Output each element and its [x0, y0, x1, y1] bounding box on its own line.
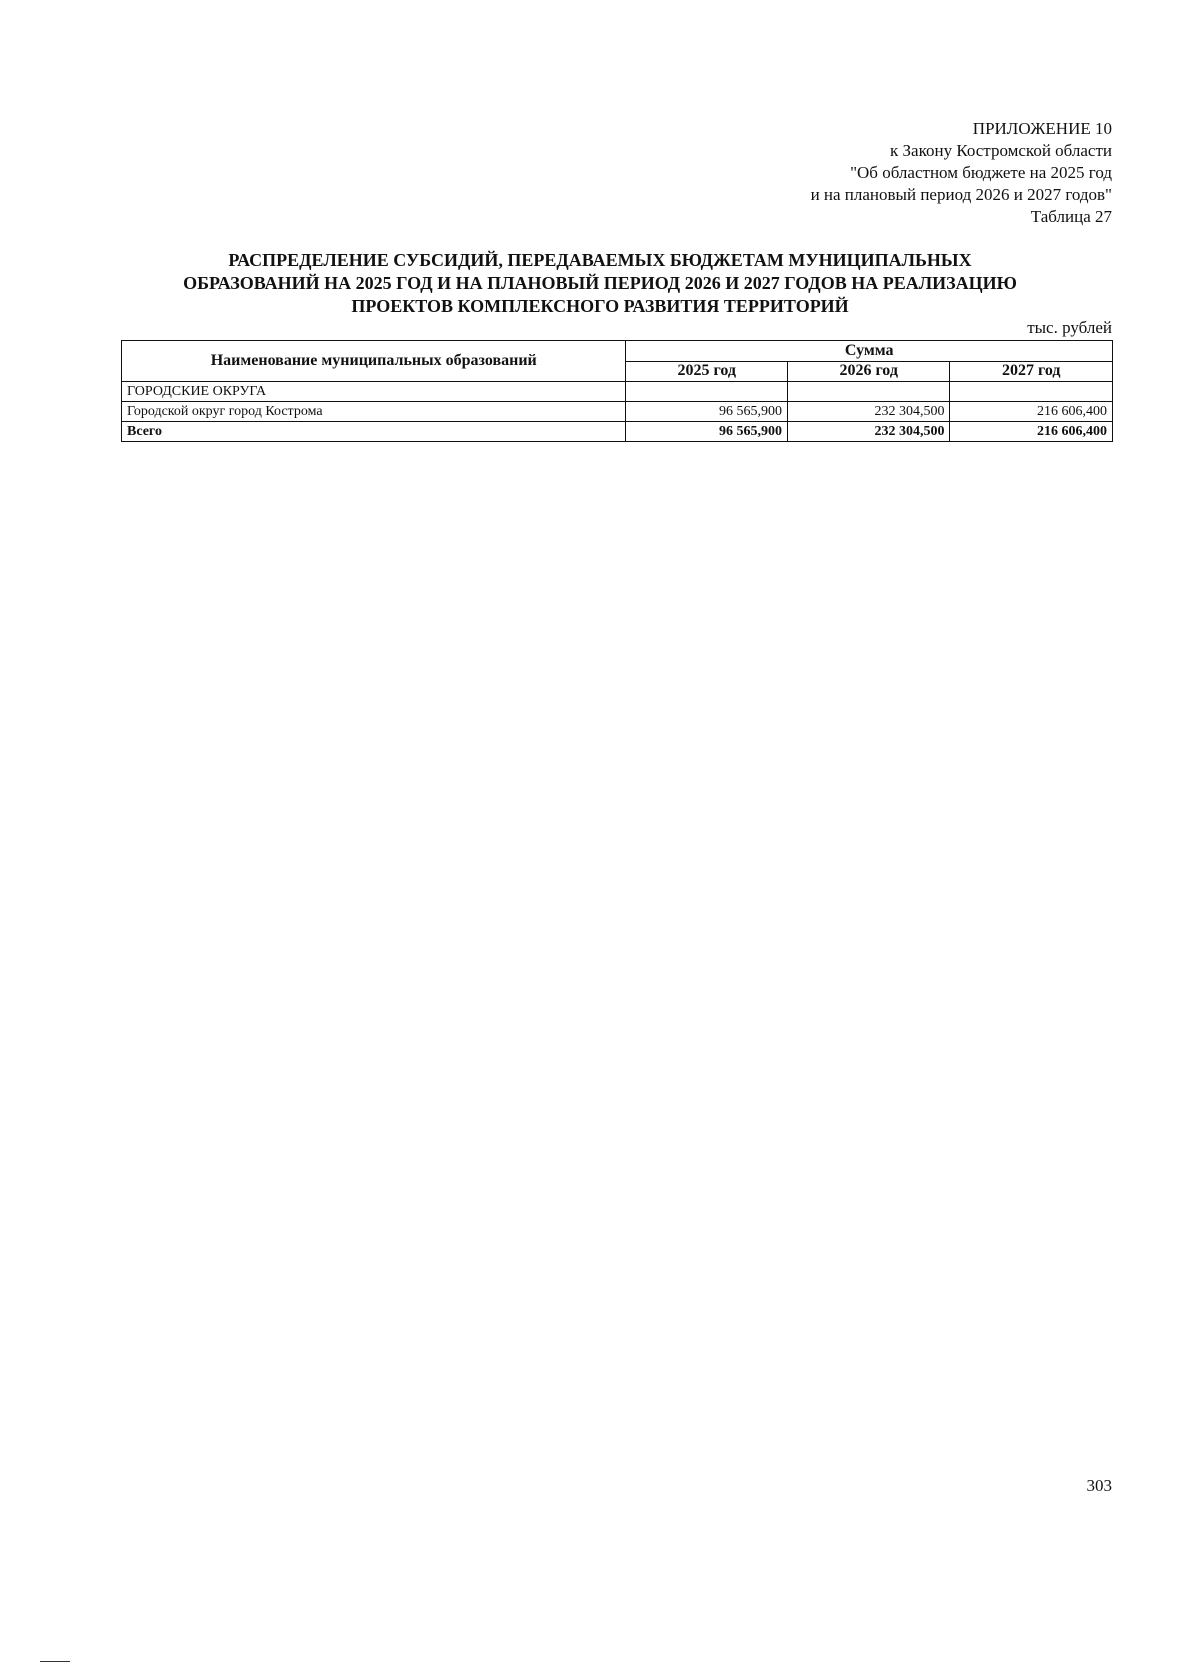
section-cell-empty	[787, 382, 950, 402]
header-year-2027: 2027 год	[950, 361, 1113, 382]
header-sum: Сумма	[626, 341, 1113, 362]
appendix-law-title-1: "Об областном бюджете на 2025 год	[850, 163, 1112, 182]
section-cell-empty	[950, 382, 1113, 402]
appendix-header	[811, 118, 1112, 228]
subsidy-table	[121, 340, 1113, 442]
appendix-law-title-2: и на плановый период 2026 и 2027 годов"	[810, 185, 1112, 204]
title-line-1: РАСПРЕДЕЛЕНИЕ СУБСИДИЙ, ПЕРЕДАВАЕМЫХ БЮДЖЕТАМ МУНИЦИПАЛЬНЫХ	[228, 250, 972, 270]
total-value-2025: 96 565,900	[626, 422, 787, 442]
table-number: Таблица 27	[1030, 207, 1112, 226]
total-value-2026: 232 304,500	[787, 422, 950, 442]
page-number: 303	[1086, 1476, 1112, 1495]
document-title	[120, 249, 1080, 318]
scan-artifact-line	[40, 1661, 70, 1662]
row-municipality-name: Городской округ город Кострома	[122, 402, 626, 422]
row-value-2027: 216 606,400	[950, 402, 1113, 422]
table-row	[122, 402, 1113, 422]
table-header-row	[122, 341, 1113, 362]
title-line-3: ПРОЕКТОВ КОМПЛЕКСНОГО РАЗВИТИЯ ТЕРРИТОРИЙ	[351, 296, 849, 316]
header-year-2026: 2026 год	[787, 361, 950, 382]
row-value-2025: 96 565,900	[626, 402, 787, 422]
section-row	[122, 382, 1113, 402]
header-name-column: Наименование муниципальных образований	[122, 341, 626, 382]
total-label: Всего	[122, 422, 626, 442]
appendix-law-ref: к Закону Костромской области	[890, 141, 1112, 160]
appendix-number: ПРИЛОЖЕНИЕ 10	[972, 119, 1112, 138]
header-year-2025: 2025 год	[626, 361, 787, 382]
title-line-2: ОБРАЗОВАНИЙ НА 2025 ГОД И НА ПЛАНОВЫЙ ПЕРИОД 2026 И 2027 ГОДОВ НА РЕАЛИЗАЦИЮ	[183, 273, 1017, 293]
total-row	[122, 422, 1113, 442]
section-label: ГОРОДСКИЕ ОКРУГА	[122, 382, 626, 402]
section-cell-empty	[626, 382, 787, 402]
row-value-2026: 232 304,500	[787, 402, 950, 422]
total-value-2027: 216 606,400	[950, 422, 1113, 442]
units-label: тыс. рублей	[1027, 318, 1112, 337]
